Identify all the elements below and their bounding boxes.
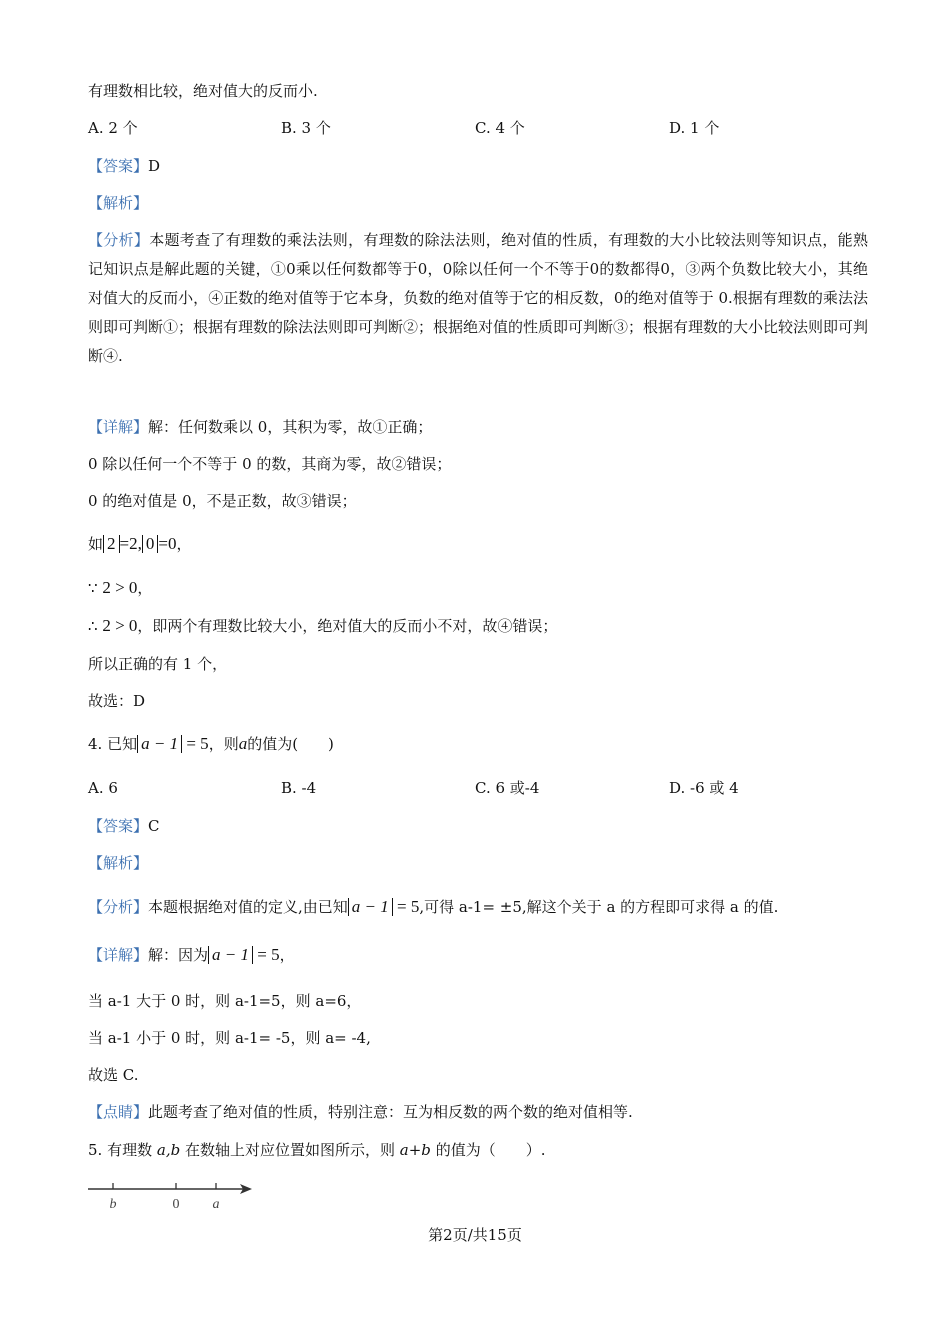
q4-answer: 【答案】C	[88, 817, 160, 835]
label-b: b	[109, 1197, 117, 1212]
q4-option-a: A. 6	[88, 779, 118, 797]
q3-analysis	[88, 226, 868, 371]
q4-remark: 【点睛】此题考查了绝对值的性质，特别注意：互为相反数的两个数的绝对值相等.	[88, 1103, 633, 1121]
answer-value: D	[148, 157, 161, 175]
therefore-symbol: ∴	[88, 617, 98, 635]
q4-detail-line-2: 当 a-1 大于 0 时，则 a-1=5，则 a=6，	[88, 992, 362, 1010]
q4-jiexi-tag: 【解析】	[88, 854, 149, 872]
q3-detail-line-6: ∴ 2 > 0，即两个有理数比较大小，绝对值大的反而小不对，故④错误；	[88, 616, 558, 635]
because-symbol: ∵	[88, 579, 98, 597]
label-0: 0	[172, 1197, 180, 1212]
q4-abs-expr: a − 1	[141, 734, 179, 753]
analysis-text: 本题考查了有理数的乘法法则，有理数的除法法则，绝对值的性质，有理数的大小比较法则等知识点，能熟记知识点是解此题的关键，①0乘以任何数都等于0，0除以任何一个不等于0的数都得0，③两个负数比较大小，其绝对值大的反而小，④正数的绝对值等于它本身，负数的绝对值等于它的相反数，0的绝对值等于 0.根据有理数的乘法法则即可判断①；根据有理数的除法法则即可判断②；根据绝对值的性质即可判断③；根据有理数的大小比较法则即可判断④.	[88, 231, 869, 365]
q3-option-b: B. 3 个	[281, 119, 331, 137]
q5-number: 5.	[88, 1141, 103, 1159]
q3-detail-line-2: 0 除以任何一个不等于 0 的数，其商为零，故②错误；	[88, 455, 452, 473]
q4-detail-line-4: 故选 C.	[88, 1066, 139, 1084]
q4-question: 4. 已知 a − 1 = 5，则a的值为( )	[88, 734, 334, 753]
q3-statement-4: 有理数相比较，绝对值大的反而小.	[88, 82, 318, 100]
q3-detail-line-5: ∵ 2 > 0，	[88, 578, 153, 597]
q4-detail-line-3: 当 a-1 小于 0 时，则 a-1= -5，则 a= -4,	[88, 1029, 371, 1047]
q4-option-c: C. 6 或-4	[475, 779, 540, 797]
abs-value-2: 2	[103, 535, 120, 553]
q4-option-d: D. -6 或 4	[669, 779, 739, 797]
q4-number: 4.	[88, 735, 103, 753]
q3-option-a: A. 2 个	[88, 119, 138, 137]
q3-detail-line-7: 所以正确的有 1 个，	[88, 655, 228, 673]
q3-detail-line-8: 故选：D	[88, 692, 146, 710]
abs-value-0: 0	[142, 535, 159, 553]
q3-detail-line-1: 【详解】解：任何数乘以 0，其积为零，故①正确；	[88, 418, 433, 436]
q3-option-c: C. 4 个	[475, 119, 525, 137]
detail-tag: 【详解】	[88, 418, 149, 436]
q3-detail-line-3: 0 的绝对值是 0，不是正数，故③错误；	[88, 492, 357, 510]
q3-option-d: D. 1 个	[669, 119, 720, 137]
q4-detail-line-1: 【详解】解：因为 a − 1 = 5，	[88, 945, 295, 964]
answer-tag: 【答案】	[88, 157, 149, 175]
analysis-tag: 【分析】	[88, 231, 150, 249]
page-footer: 第2页/共15页	[428, 1226, 522, 1244]
q4-option-b: B. -4	[281, 779, 317, 797]
q3-answer	[88, 155, 160, 177]
q3-jiexi-tag: 【解析】	[88, 194, 149, 212]
q4-analysis: 【分析】本题根据绝对值的定义,由已知 a − 1 = 5,可得 a-1= ±5,解这个关于 a 的方程即可求得 a 的值.	[88, 897, 779, 916]
q3-detail-line-4: 如 2 =2, 0 =0，	[88, 534, 192, 553]
number-line-figure	[88, 1178, 258, 1214]
q5-question: 5. 有理数 a,b 在数轴上对应位置如图所示，则 a+b 的值为（ ）.	[88, 1141, 546, 1159]
label-a: a	[212, 1197, 220, 1212]
